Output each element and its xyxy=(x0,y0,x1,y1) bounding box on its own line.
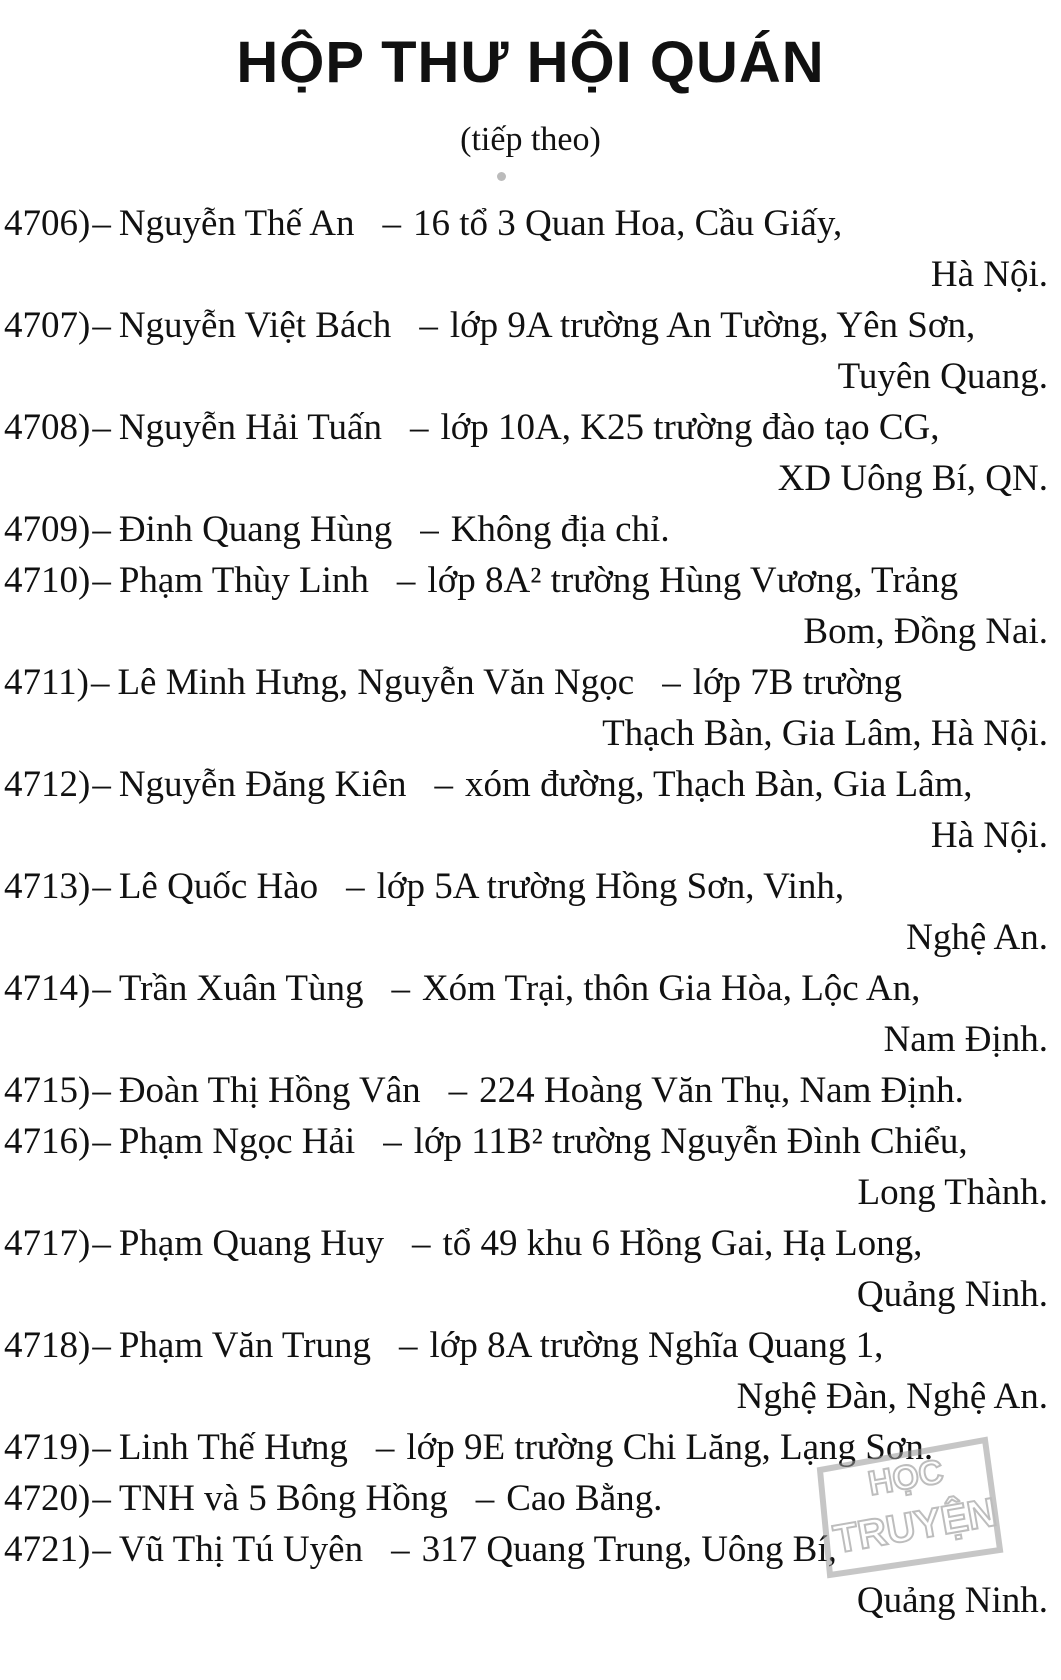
entry-line xyxy=(4,963,1050,1014)
entry-number: 4719) xyxy=(4,1427,91,1468)
entry-address-continued: Nam Định. xyxy=(883,1019,1048,1060)
entry-separator: – xyxy=(90,662,110,703)
entry-address-continued: XD Uông Bí, QN. xyxy=(777,458,1048,499)
entry-name: Lê Quốc Hào xyxy=(118,866,319,907)
entry-dash: – xyxy=(434,764,454,805)
entry-separator: – xyxy=(92,1478,111,1519)
entry-address: 224 Hoàng Văn Thụ, Nam Định. xyxy=(479,1070,964,1111)
entry-separator: – xyxy=(92,866,111,907)
mailbox-list xyxy=(4,198,1050,1626)
entry-line xyxy=(4,300,1050,351)
entry-name: Nguyễn Việt Bách xyxy=(118,305,392,346)
entry-dash: – xyxy=(391,1529,410,1570)
entry-name: Đinh Quang Hùng xyxy=(118,509,393,550)
entry-dash: – xyxy=(419,305,438,346)
entry-line xyxy=(4,657,1050,708)
entry-address-continued: Nghệ Đàn, Nghệ An. xyxy=(736,1376,1048,1417)
entry-address: lớp 9E trường Chi Lăng, Lạng Sơn. xyxy=(406,1427,934,1468)
page-title: HỘP THƯ HỘI QUÁN xyxy=(236,30,825,95)
entry-separator: – xyxy=(92,1529,111,1570)
entry-dash: – xyxy=(409,407,429,448)
entry-address: lớp 9A trường An Tường, Yên Sơn, xyxy=(449,305,976,346)
entry-address-continued: Quảng Ninh. xyxy=(856,1580,1048,1621)
entry-name: Phạm Quang Huy xyxy=(118,1223,384,1264)
decorative-dot xyxy=(497,172,506,181)
entry-number: 4712) xyxy=(4,764,91,805)
entry-address-continued: Tuyên Quang. xyxy=(837,356,1048,397)
entry-dash: – xyxy=(662,662,681,703)
entry-line xyxy=(4,759,1050,810)
entry-address: Xóm Trại, thôn Gia Hòa, Lộc An, xyxy=(421,968,921,1009)
entry-address: xóm đường, Thạch Bàn, Gia Lâm, xyxy=(465,764,973,805)
entry-dash: – xyxy=(391,968,410,1009)
entry-address-continued: Bom, Đồng Nai. xyxy=(803,611,1048,652)
entry-line xyxy=(4,1218,1050,1269)
entry-number: 4709) xyxy=(4,509,91,550)
entry-dash: – xyxy=(448,1070,468,1111)
entry-line xyxy=(4,198,1050,249)
entry-line xyxy=(4,1065,1050,1116)
entry-address-continued: Hà Nội. xyxy=(930,815,1048,856)
entry-name: Phạm Ngọc Hải xyxy=(118,1121,356,1162)
entry-separator: – xyxy=(92,1427,111,1468)
entry-number: 4708) xyxy=(4,407,91,448)
entry-address: lớp 8A trường Nghĩa Quang 1, xyxy=(429,1325,884,1366)
entry-address-continued: Nghệ An. xyxy=(906,917,1048,958)
entry-address: lớp 10A, K25 trường đào tạo CG, xyxy=(440,407,940,448)
entry-name: Nguyễn Đăng Kiên xyxy=(118,764,407,805)
entry-line xyxy=(4,402,1050,453)
entry-number: 4713) xyxy=(4,866,91,907)
entry-name: Linh Thế Hưng xyxy=(118,1427,348,1468)
entry-separator: – xyxy=(92,1223,111,1264)
entry-number: 4707) xyxy=(4,305,91,346)
entry-address: lớp 11B² trường Nguyễn Đình Chiểu, xyxy=(413,1121,968,1162)
entry-number: 4711) xyxy=(4,662,89,703)
entry-address: 317 Quang Trung, Uông Bí, xyxy=(421,1529,837,1570)
entry-separator: – xyxy=(92,1121,111,1162)
entry-separator: – xyxy=(92,968,111,1009)
entry-dash: – xyxy=(399,1325,418,1366)
entry-name: Phạm Văn Trung xyxy=(118,1325,372,1366)
entry-number: 4720) xyxy=(4,1478,91,1519)
entry-address: tổ 49 khu 6 Hồng Gai, Hạ Long, xyxy=(442,1223,923,1264)
entry-number: 4718) xyxy=(4,1325,91,1366)
entry-address: Không địa chỉ. xyxy=(450,509,670,550)
entry-line xyxy=(4,861,1050,912)
entry-address: lớp 8A² trường Hùng Vương, Trảng xyxy=(427,560,959,601)
entry-separator: – xyxy=(92,764,111,805)
entry-dash: – xyxy=(382,203,402,244)
entry-separator: – xyxy=(92,407,111,448)
entry-line xyxy=(4,1116,1050,1167)
entry-number: 4714) xyxy=(4,968,91,1009)
entry-line xyxy=(4,1320,1050,1371)
entry-dash: – xyxy=(375,1427,395,1468)
svg-text:HỌC: HỌC xyxy=(865,1452,947,1504)
entry-address-continued: Quảng Ninh. xyxy=(856,1274,1048,1315)
entry-address: lớp 7B trường xyxy=(692,662,902,703)
page-subtitle: (tiếp theo) xyxy=(460,121,601,158)
entry-address: lớp 5A trường Hồng Sơn, Vinh, xyxy=(376,866,845,907)
entry-address-continued: Long Thành. xyxy=(857,1172,1048,1213)
entry-number: 4715) xyxy=(4,1070,91,1111)
entry-number: 4716) xyxy=(4,1121,91,1162)
entry-address: Cao Bằng. xyxy=(506,1478,663,1519)
entry-name: Vũ Thị Tú Uyên xyxy=(118,1529,364,1570)
entry-separator: – xyxy=(92,1325,111,1366)
entry-line xyxy=(4,504,1050,555)
entry-separator: – xyxy=(92,560,111,601)
entry-name: Nguyễn Hải Tuấn xyxy=(118,407,382,448)
entry-dash: – xyxy=(475,1478,495,1519)
entry-address-continued: Thạch Bàn, Gia Lâm, Hà Nội. xyxy=(602,713,1048,754)
entry-separator: – xyxy=(92,509,111,550)
entry-address-continued: Hà Nội. xyxy=(930,254,1048,295)
entry-name: Phạm Thùy Linh xyxy=(118,560,369,601)
entry-dash: – xyxy=(396,560,416,601)
entry-line xyxy=(4,555,1050,606)
entry-name: Nguyễn Thế An xyxy=(118,203,355,244)
entry-number: 4721) xyxy=(4,1529,91,1570)
entry-name: Trần Xuân Tùng xyxy=(118,968,364,1009)
watermark-logo xyxy=(800,1430,1010,1580)
entry-dash: – xyxy=(411,1223,431,1264)
entry-dash: – xyxy=(346,866,365,907)
entry-name: TNH và 5 Bông Hồng xyxy=(118,1478,448,1519)
svg-text:TRUYỆN: TRUYỆN xyxy=(830,1490,1000,1563)
entry-dash: – xyxy=(383,1121,402,1162)
entry-separator: – xyxy=(92,305,111,346)
entry-name: Lê Minh Hưng, Nguyễn Văn Ngọc xyxy=(117,662,635,703)
entry-separator: – xyxy=(92,203,111,244)
entry-dash: – xyxy=(420,509,439,550)
entry-address: 16 tổ 3 Quan Hoa, Cầu Giấy, xyxy=(413,203,843,244)
entry-separator: – xyxy=(92,1070,111,1111)
entry-number: 4706) xyxy=(4,203,91,244)
entry-number: 4710) xyxy=(4,560,91,601)
entry-number: 4717) xyxy=(4,1223,91,1264)
entry-name: Đoàn Thị Hồng Vân xyxy=(118,1070,421,1111)
